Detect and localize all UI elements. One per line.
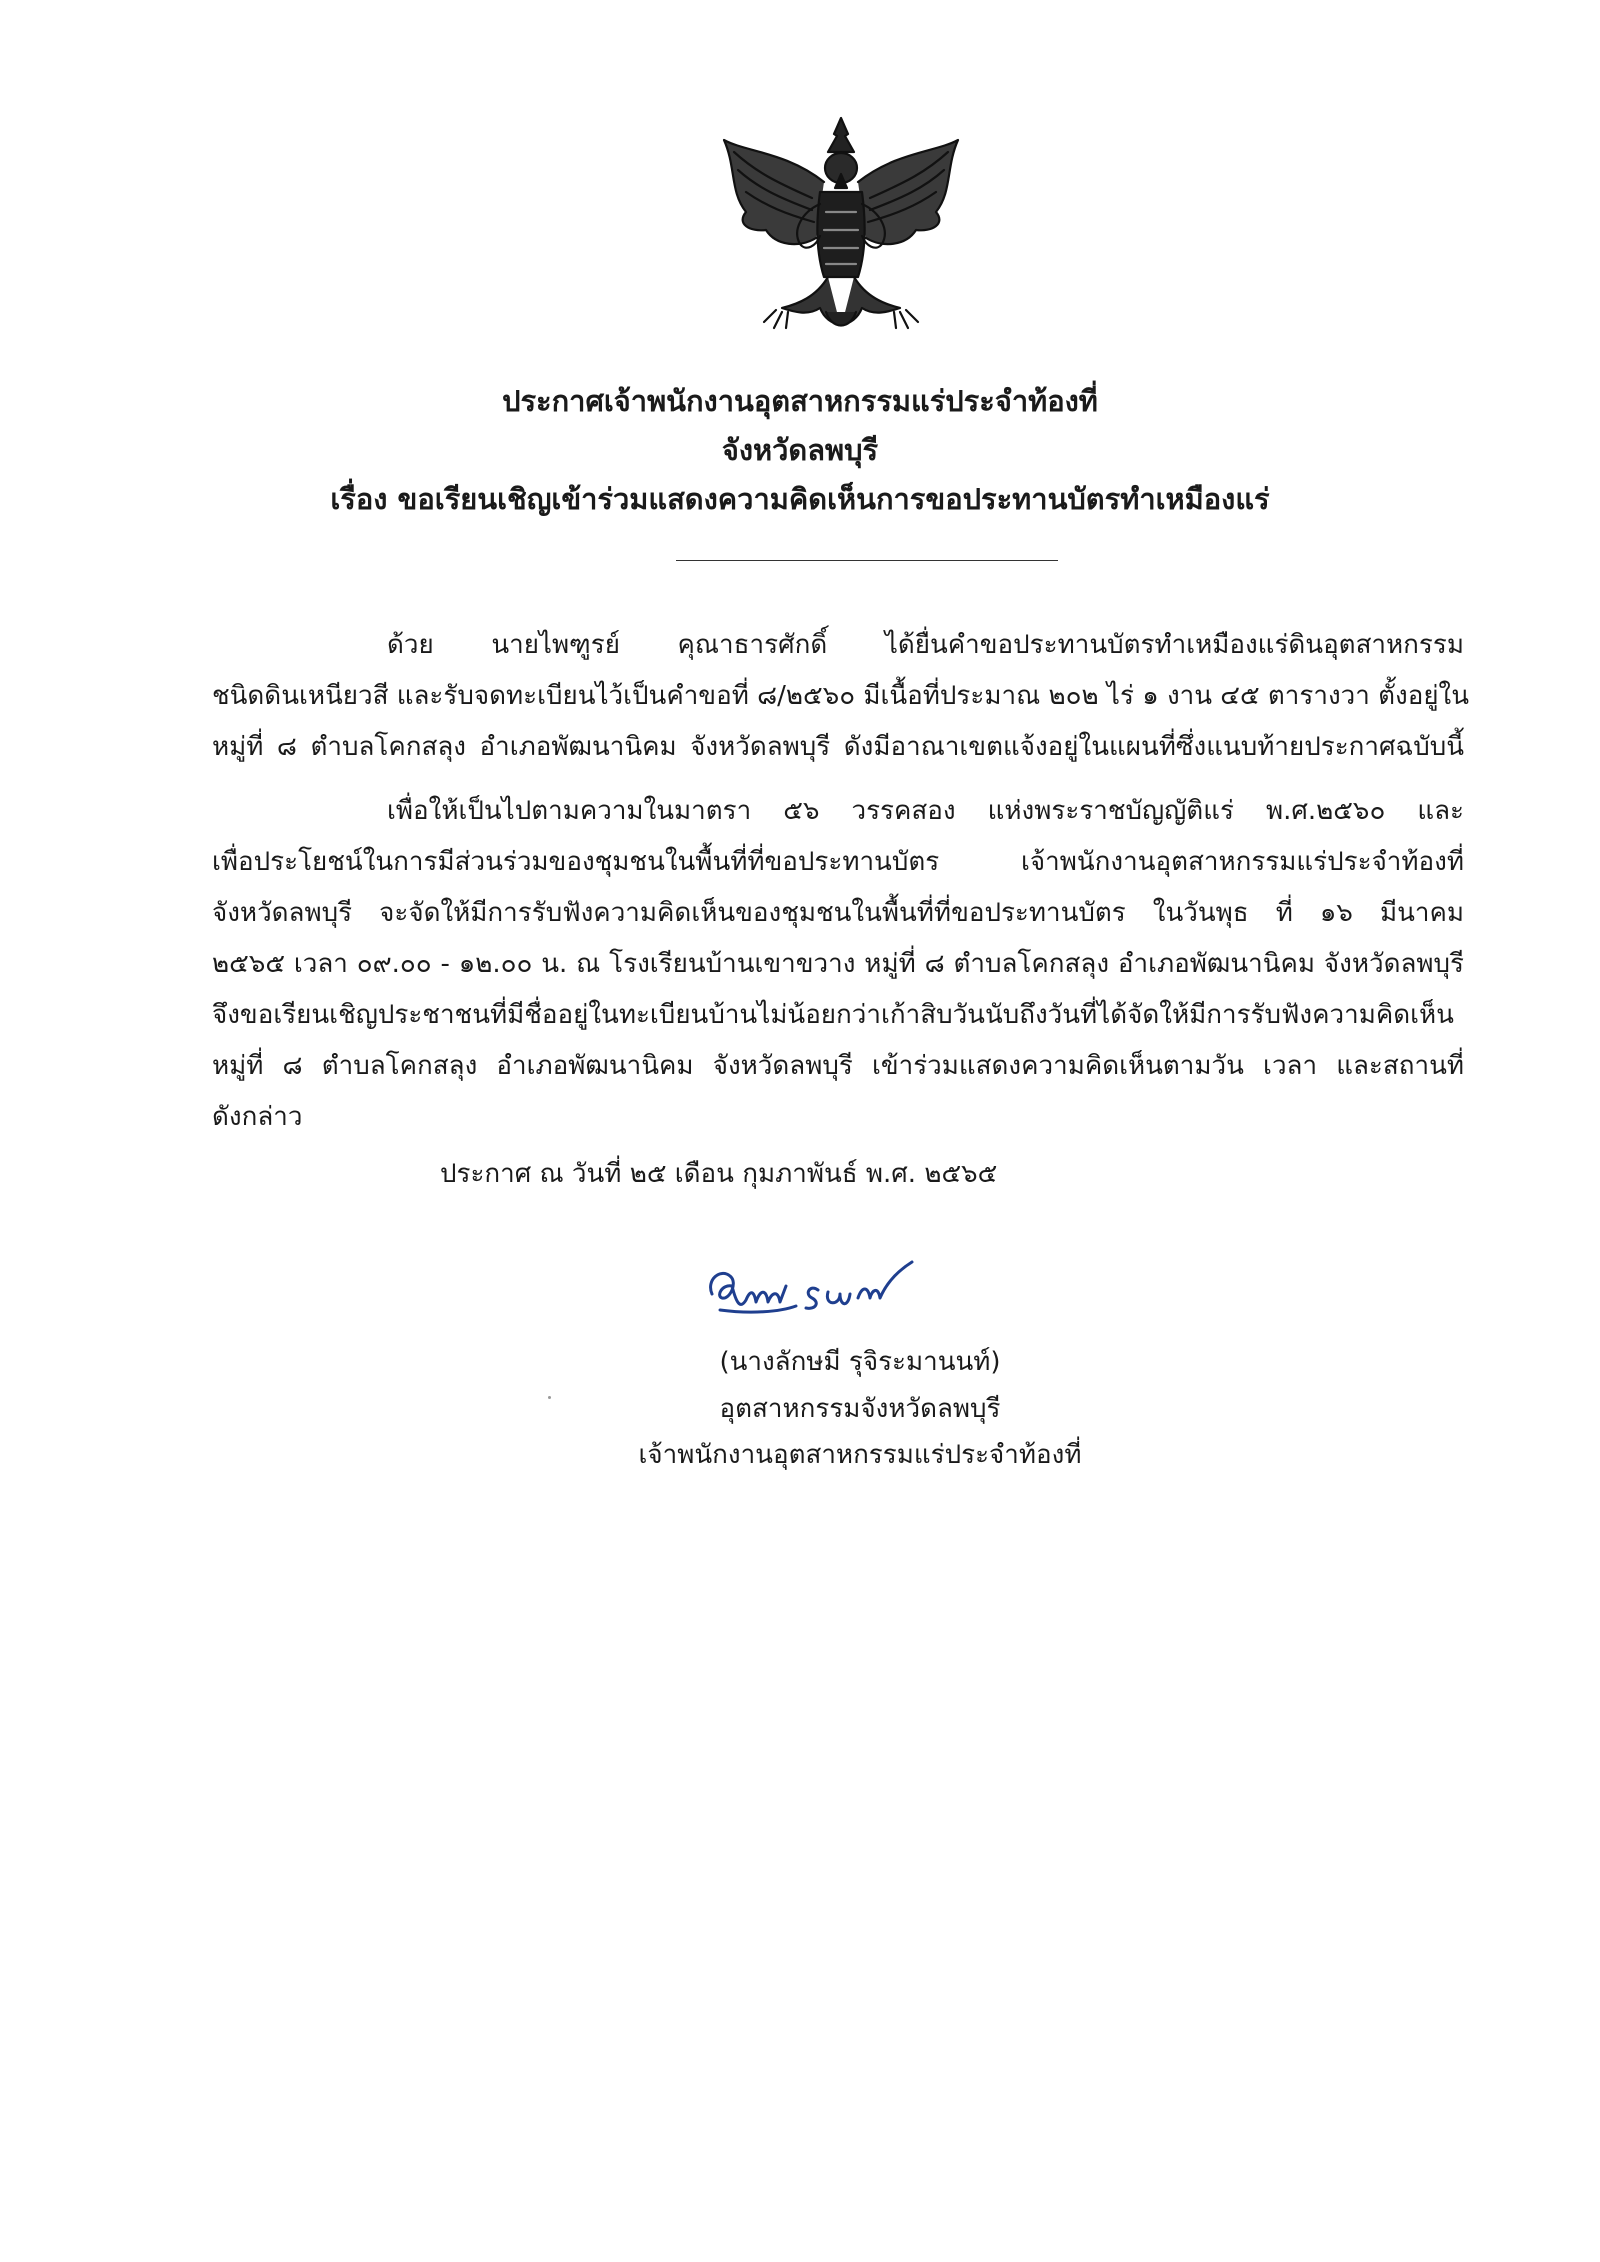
paragraph2-line: เพื่อให้เป็นไปตามความในมาตรา ๕๖ วรรคสอง แห่งพระราชบัญญัติแร่ พ.ศ.๒๕๖๐ และ xyxy=(387,796,1464,826)
paragraph2-line: จังหวัดลพบุรี จะจัดให้มีการรับฟังความคิดเห็นของชุมชนในพื้นที่ที่ขอประทานบัตร ในวันพุธ ที่ ๑๖ มีนาคม xyxy=(212,898,1464,928)
announcement-title: ประกาศเจ้าพนักงานอุตสาหกรรมแร่ประจำท้องที่ xyxy=(502,384,1098,418)
paragraph1-line: หมู่ที่ ๘ ตำบลโคกสลุง อำเภอพัฒนานิคม จังหวัดลพบุรี ดังมีอาณาเขตแจ้งอยู่ในแผนที่ซึ่งแนบท้ายประกาศฉบับนี้ xyxy=(212,732,1464,762)
paragraph1-line: ด้วย นายไพฑูรย์ คุณาธารศักดิ์ ได้ยื่นคำขอประทานบัตรทำเหมืองแร่ดินอุตสาหกรรม xyxy=(387,630,1464,660)
province-heading: จังหวัดลพบุรี xyxy=(721,433,879,467)
signature-icon xyxy=(700,1250,940,1330)
paragraph2-line: เพื่อประโยชน์ในการมีส่วนร่วมของชุมชนในพื้นที่ที่ขอประทานบัตร เจ้าพนักงานอุตสาหกรรมแร่ประจำท้องที่ xyxy=(212,847,1464,877)
paragraph2-line: ๒๕๖๕ เวลา ๐๙.๐๐ - ๑๒.๐๐ น. ณ โรงเรียนบ้านเขาขวาง หมู่ที่ ๘ ตำบลโคกสลุง อำเภอพัฒนานิคม จังหวัดลพบุรี xyxy=(212,949,1464,979)
paragraph1-line: ชนิดดินเหนียวสี และรับจดทะเบียนไว้เป็นคำขอที่ ๘/๒๕๖๐ มีเนื้อที่ประมาณ ๒๐๒ ไร่ ๑ งาน ๔๕ ตารางวา ตั้งอยู่ใน xyxy=(212,681,1470,711)
subject-heading: เรื่อง ขอเรียนเชิญเข้าร่วมแสดงความคิดเห็นการขอประทานบัตรทำเหมืองแร่ xyxy=(330,482,1270,516)
signatory-name: (นางลักษมี รุจิระมานนท์) xyxy=(719,1347,1001,1377)
garuda-emblem-icon xyxy=(716,112,966,342)
paragraph2-line: หมู่ที่ ๘ ตำบลโคกสลุง อำเภอพัฒนานิคม จังหวัดลพบุรี เข้าร่วมแสดงความคิดเห็นตามวัน เวลา และสถานที่ xyxy=(212,1051,1464,1081)
signatory-position: เจ้าพนักงานอุตสาหกรรมแร่ประจำท้องที่ xyxy=(638,1440,1082,1470)
paragraph2-line: จึงขอเรียนเชิญประชาชนที่มีชื่ออยู่ในทะเบียนบ้านไม่น้อยกว่าเก้าสิบวันนับถึงวันที่ได้จัดให้มีการรับฟังความคิดเห็น xyxy=(212,1000,1454,1030)
announcement-date: ประกาศ ณ วันที่ ๒๕ เดือน กุมภาพันธ์ พ.ศ. ๒๕๖๕ xyxy=(440,1159,998,1189)
header-divider xyxy=(676,560,1058,561)
scan-speck xyxy=(548,1396,551,1399)
signatory-position: อุตสาหกรรมจังหวัดลพบุรี xyxy=(719,1394,1001,1424)
paragraph2-line: ดังกล่าว xyxy=(212,1102,303,1132)
